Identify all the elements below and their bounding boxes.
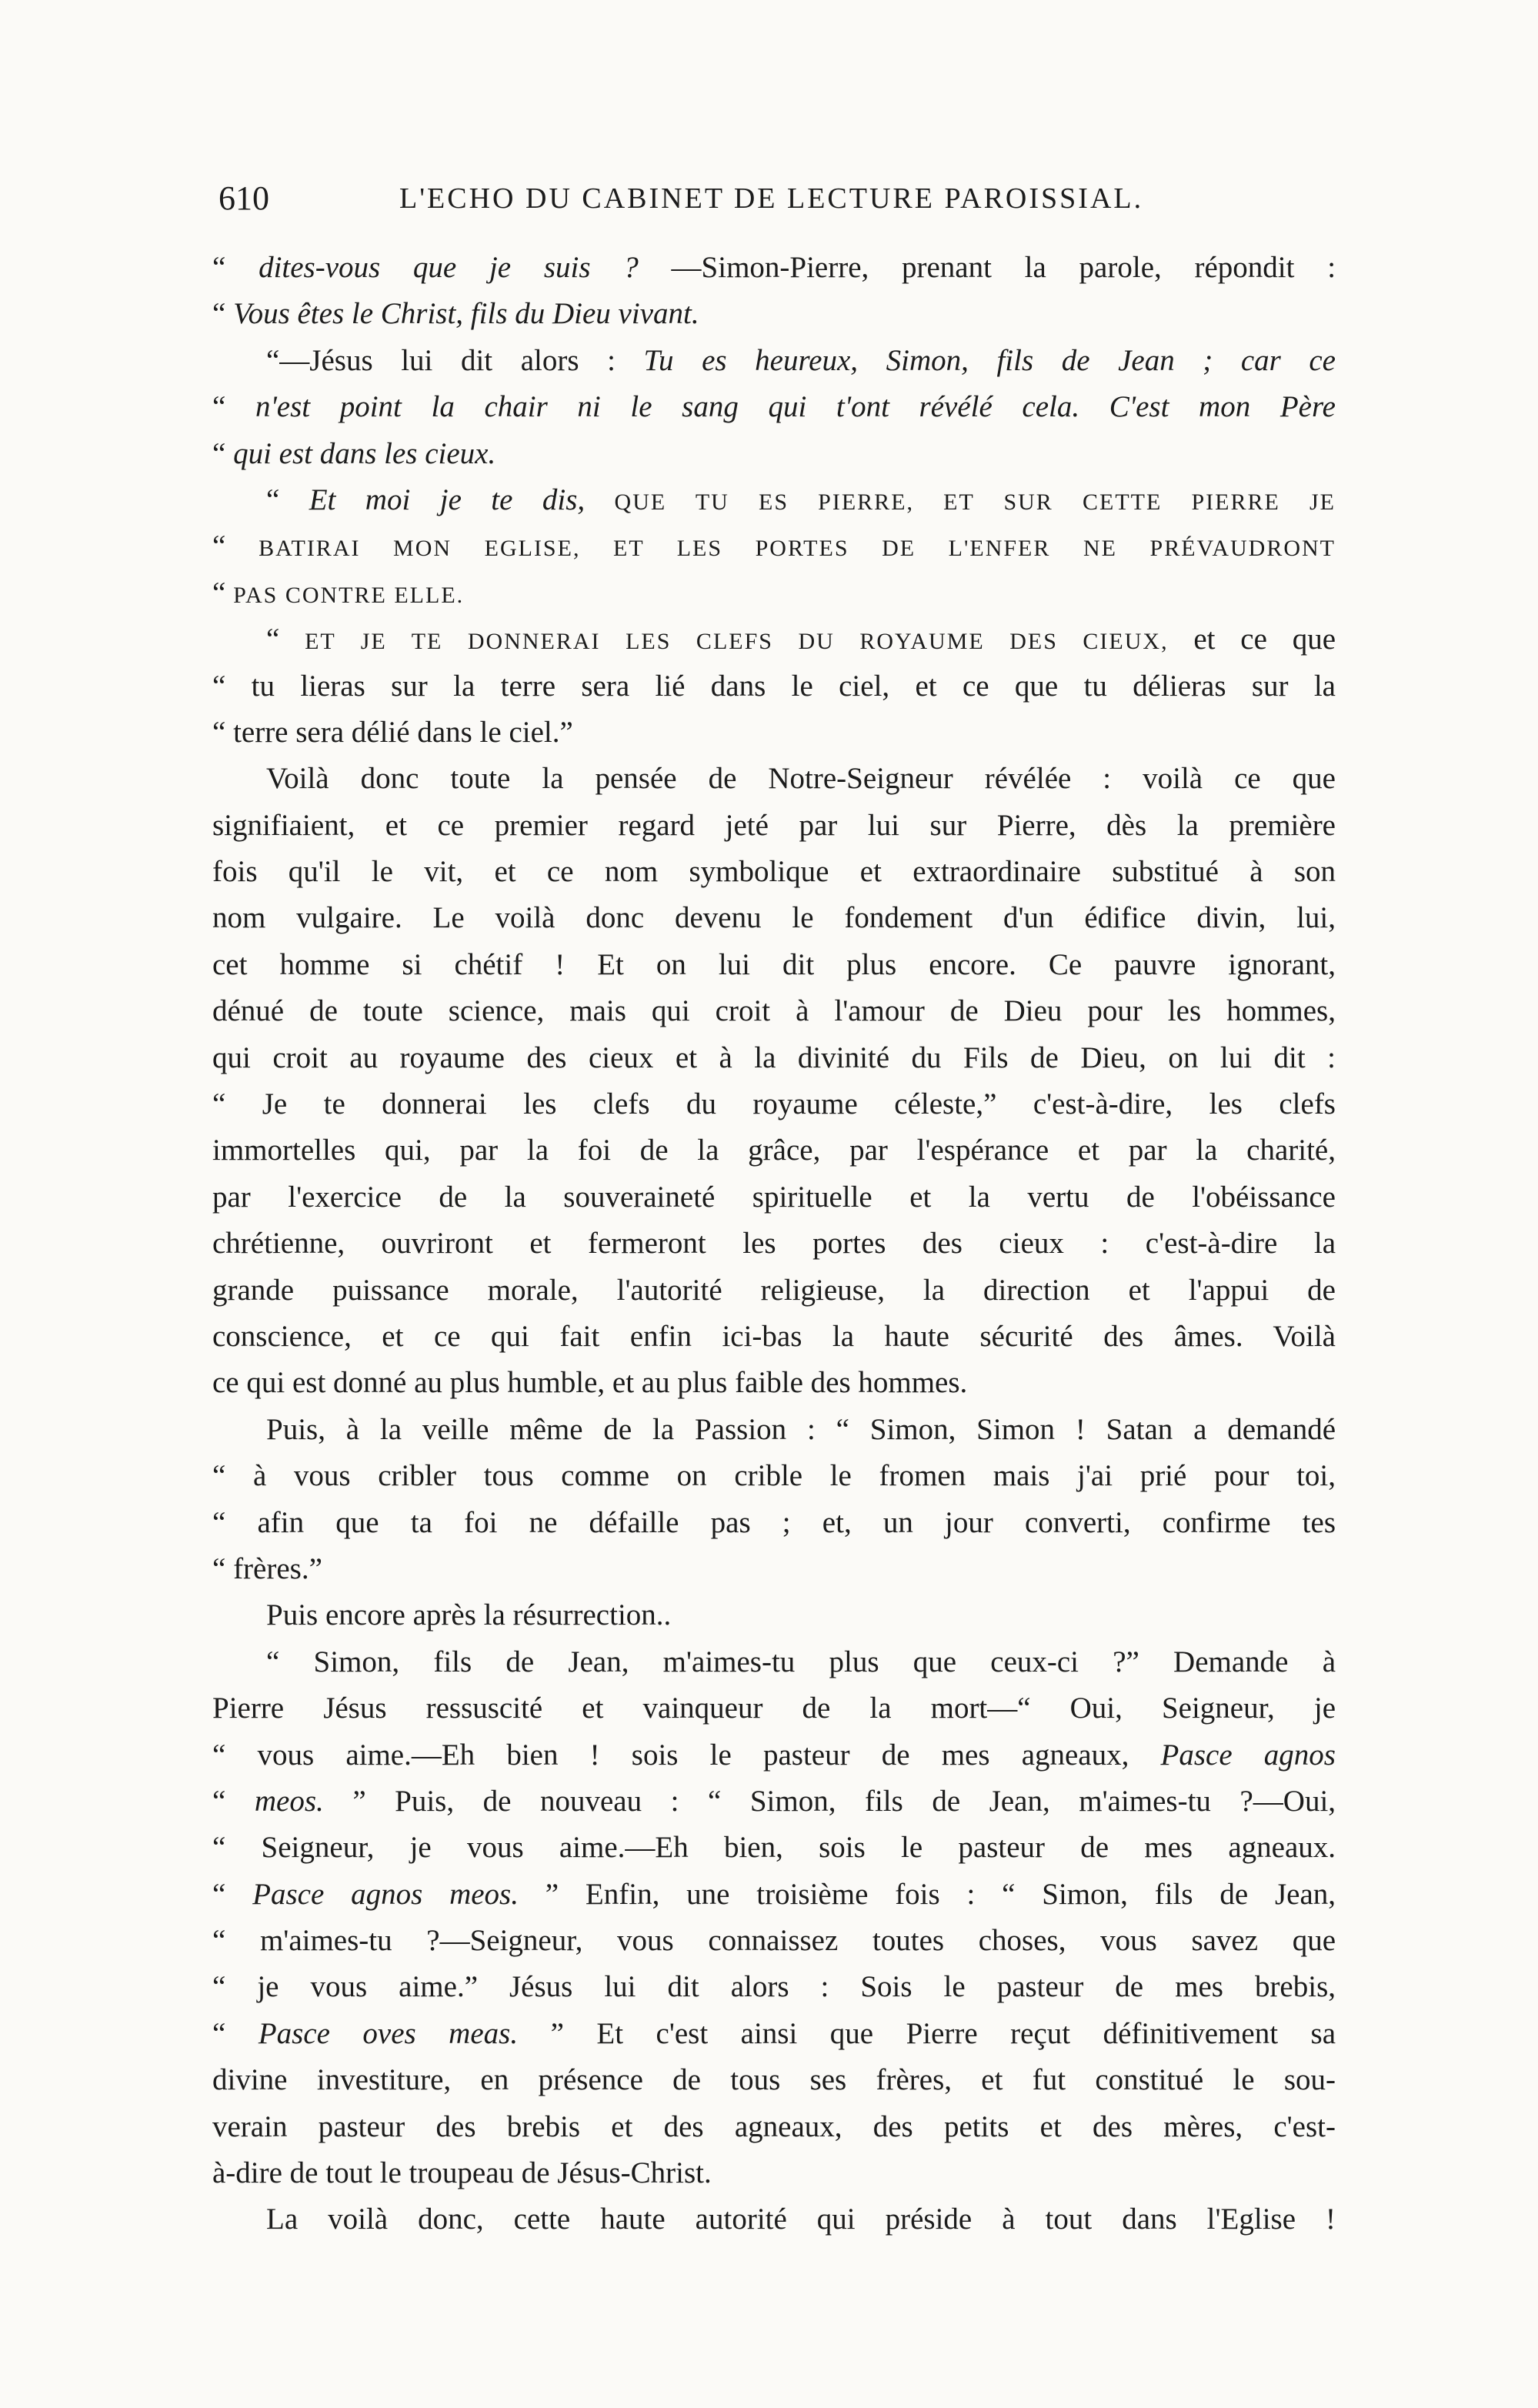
text-segment: ” Et c'est ainsi que Pierre reçut définitivement sa [550, 2016, 1336, 2050]
text-segment: afin que ta foi ne défaille pas ; et, un jour converti, confirme tes [257, 1505, 1336, 1539]
text-line [212, 291, 1336, 337]
text-line [212, 1174, 1336, 1221]
text-line [212, 1778, 1336, 1825]
text-segment: “ [212, 2016, 226, 2050]
text-line [212, 2150, 1336, 2196]
text-segment: chrétienne, ouvriront et fermeront les portes des cieux : c'est-à-dire la [212, 1227, 1336, 1261]
text-line [212, 1825, 1336, 1871]
text-line [212, 1546, 1336, 1592]
text-line [212, 1732, 1336, 1778]
page-number: 610 [219, 179, 269, 217]
text-segment: BATIRAI MON EGLISE, ET LES PORTES DE L'ENFER NE PRÉVAUDRONT [259, 536, 1336, 562]
text-line [212, 338, 1336, 384]
text-segment: QUE TU ES PIERRE, ET SUR CETTE PIERRE JE [614, 489, 1336, 515]
text-segment: ce qui est donné au plus humble, et au plus faible des hommes. [212, 1366, 968, 1400]
text-line [212, 756, 1336, 802]
text-segment: dites-vous que je suis ? [259, 251, 639, 284]
text-line [212, 1872, 1336, 1918]
text-segment: cet homme si chétif ! Et on lui dit plus encore. Ce pauvre ignorant, [212, 947, 1336, 981]
text-segment: et ce que [1193, 623, 1336, 656]
text-segment: qui croit au royaume des cieux et à la divinité du Fils de Dieu, on lui dit : [212, 1040, 1336, 1074]
text-line [212, 988, 1336, 1034]
text-segment: qui est dans les cieux. [233, 436, 496, 470]
text-line [212, 616, 1336, 663]
text-line [212, 1964, 1336, 2010]
text-segment: “ [212, 297, 226, 331]
text-line [212, 1035, 1336, 1081]
text-segment: PAS CONTRE ELLE. [233, 582, 465, 608]
text-segment: Voilà donc toute la pensée de Notre-Seigneur révélée : voilà ce que [266, 762, 1336, 796]
body-text [212, 245, 1336, 2243]
text-segment: “ [212, 390, 226, 424]
text-segment: nom vulgaire. Le voilà donc devenu le fondement d'un édifice divin, lui, [212, 901, 1336, 935]
text-segment: —Simon-Pierre, prenant la parole, répondit : [671, 251, 1336, 284]
text-line [212, 2104, 1336, 2150]
text-segment: tu lieras sur la terre sera lié dans le ciel, et ce que tu délieras sur la [251, 669, 1336, 703]
text-segment: “ [212, 1551, 226, 1585]
text-line [212, 1267, 1336, 1314]
text-segment: “ [212, 1784, 226, 1818]
text-segment: Pasce agnos meos. [252, 1877, 519, 1911]
text-segment: “ [212, 436, 226, 470]
text-line [212, 477, 1336, 523]
text-segment: Tu es heureux, Simon, fils de Jean ; car ce [643, 343, 1336, 377]
text-segment: “ [212, 1877, 226, 1911]
text-segment: signifiaient, et ce premier regard jeté par lui sur Pierre, dès la première [212, 808, 1336, 842]
text-segment: conscience, et ce qui fait enfin ici-bas la haute sécurité des âmes. Voilà [212, 1319, 1336, 1353]
text-segment: “ [212, 251, 226, 284]
text-segment: “ [212, 715, 226, 749]
text-line [212, 2196, 1336, 2243]
text-segment: Pasce agnos [1160, 1738, 1336, 1772]
text-segment: je vous aime.” Jésus lui dit alors : Sois le pasteur de mes brebis, [257, 1970, 1336, 2004]
text-line [212, 1918, 1336, 1964]
text-line [212, 2057, 1336, 2103]
text-segment: “ [212, 669, 226, 703]
text-line [212, 1314, 1336, 1360]
text-segment: “ Simon, fils de Jean, m'aimes-tu plus que ceux-ci ?” Demande à [266, 1645, 1336, 1678]
text-segment: “ [212, 1970, 226, 2004]
text-segment: verain pasteur des brebis et des agneaux, des petits et des mères, c'est- [212, 2109, 1336, 2143]
text-segment: Pierre Jésus ressuscité et vainqueur de la mort—“ Oui, Seigneur, je [212, 1692, 1336, 1725]
text-line [212, 849, 1336, 895]
text-line [212, 663, 1336, 710]
text-segment: “ [212, 576, 226, 610]
page-header [219, 179, 1342, 225]
text-segment: ” Puis, de nouveau : “ Simon, fils de Jean, m'aimes-tu ?—Oui, [352, 1784, 1336, 1818]
text-segment: “—Jésus lui dit alors : [266, 343, 644, 377]
text-segment: “ [212, 1459, 226, 1493]
text-segment: Pasce oves meas. [258, 2016, 519, 2050]
text-line [212, 942, 1336, 988]
text-segment: vous aime.—Eh bien ! sois le pasteur de mes agneaux, [257, 1738, 1161, 1772]
text-segment: m'aimes-tu ?—Seigneur, vous connaissez toutes choses, vous savez que [259, 1924, 1336, 1958]
text-line [212, 384, 1336, 430]
text-segment: grande puissance morale, l'autorité religieuse, la direction et l'appui de [212, 1273, 1336, 1307]
text-line [212, 1081, 1336, 1127]
text-line [212, 570, 1336, 616]
text-segment: frères.” [233, 1551, 322, 1585]
text-segment: Seigneur, je vous aime.—Eh bien, sois le pasteur de mes agneaux. [261, 1831, 1336, 1865]
text-segment: immortelles qui, par la foi de la grâce, par l'espérance et par la charité, [212, 1134, 1336, 1167]
text-segment: dénué de toute science, mais qui croit à l'amour de Dieu pour les hommes, [212, 994, 1336, 1028]
text-segment: à vous cribler tous comme on crible le fromen mais j'ai prié pour toi, [252, 1459, 1336, 1493]
text-segment: “ [212, 1738, 226, 1772]
text-segment: ET JE TE DONNERAI LES CLEFS DU ROYAUME DES CIEUX, [305, 629, 1169, 655]
text-line [212, 1453, 1336, 1499]
text-segment: “ [266, 623, 280, 656]
text-line [212, 895, 1336, 941]
text-segment: Et moi je te dis, [309, 483, 586, 516]
text-segment: divine investiture, en présence de tous ses frères, et fut constitué le sou- [212, 2063, 1336, 2097]
text-line [212, 1592, 1336, 1638]
text-line [212, 245, 1336, 291]
text-segment: ” Enfin, une troisième fois : “ Simon, fils de Jean, [545, 1877, 1336, 1911]
text-line [212, 2011, 1336, 2057]
text-line [212, 1407, 1336, 1453]
text-line [212, 710, 1336, 756]
running-title: L'ECHO DU CABINET DE LECTURE PAROISSIAL. [399, 182, 1144, 215]
text-line [212, 523, 1336, 569]
text-segment: “ [212, 1505, 226, 1539]
text-segment: “ Je te donnerai les clefs du royaume céleste,” c'est-à-dire, les clefs [212, 1087, 1336, 1121]
text-line [212, 1500, 1336, 1546]
text-line [212, 1639, 1336, 1685]
text-segment: à-dire de tout le troupeau de Jésus-Christ. [212, 2156, 712, 2190]
text-segment: “ [212, 529, 226, 563]
text-segment: meos. [254, 1784, 324, 1818]
text-segment: La voilà donc, cette haute autorité qui préside à tout dans l'Eglise ! [266, 2203, 1336, 2236]
text-segment: n'est point la chair ni le sang qui t'ont révélé cela. C'est mon Père [255, 390, 1336, 424]
text-line [212, 431, 1336, 477]
text-line [212, 1221, 1336, 1267]
text-segment: “ [266, 483, 280, 516]
text-segment: Puis, à la veille même de la Passion : “ Simon, Simon ! Satan a demandé [266, 1412, 1336, 1446]
text-line [212, 1685, 1336, 1732]
text-line [212, 1360, 1336, 1406]
text-segment: “ [212, 1924, 226, 1958]
text-segment: fois qu'il le vit, et ce nom symbolique et extraordinaire substitué à son [212, 855, 1336, 889]
text-segment: terre sera délié dans le ciel.” [233, 715, 573, 749]
text-line [212, 1127, 1336, 1174]
text-segment: “ [212, 1831, 226, 1865]
text-segment: par l'exercice de la souveraineté spirituelle et la vertu de l'obéissance [212, 1180, 1336, 1214]
text-line [212, 803, 1336, 849]
text-segment: Puis encore après la résurrection.. [266, 1598, 672, 1632]
text-segment: Vous êtes le Christ, fils du Dieu vivant. [233, 297, 699, 331]
